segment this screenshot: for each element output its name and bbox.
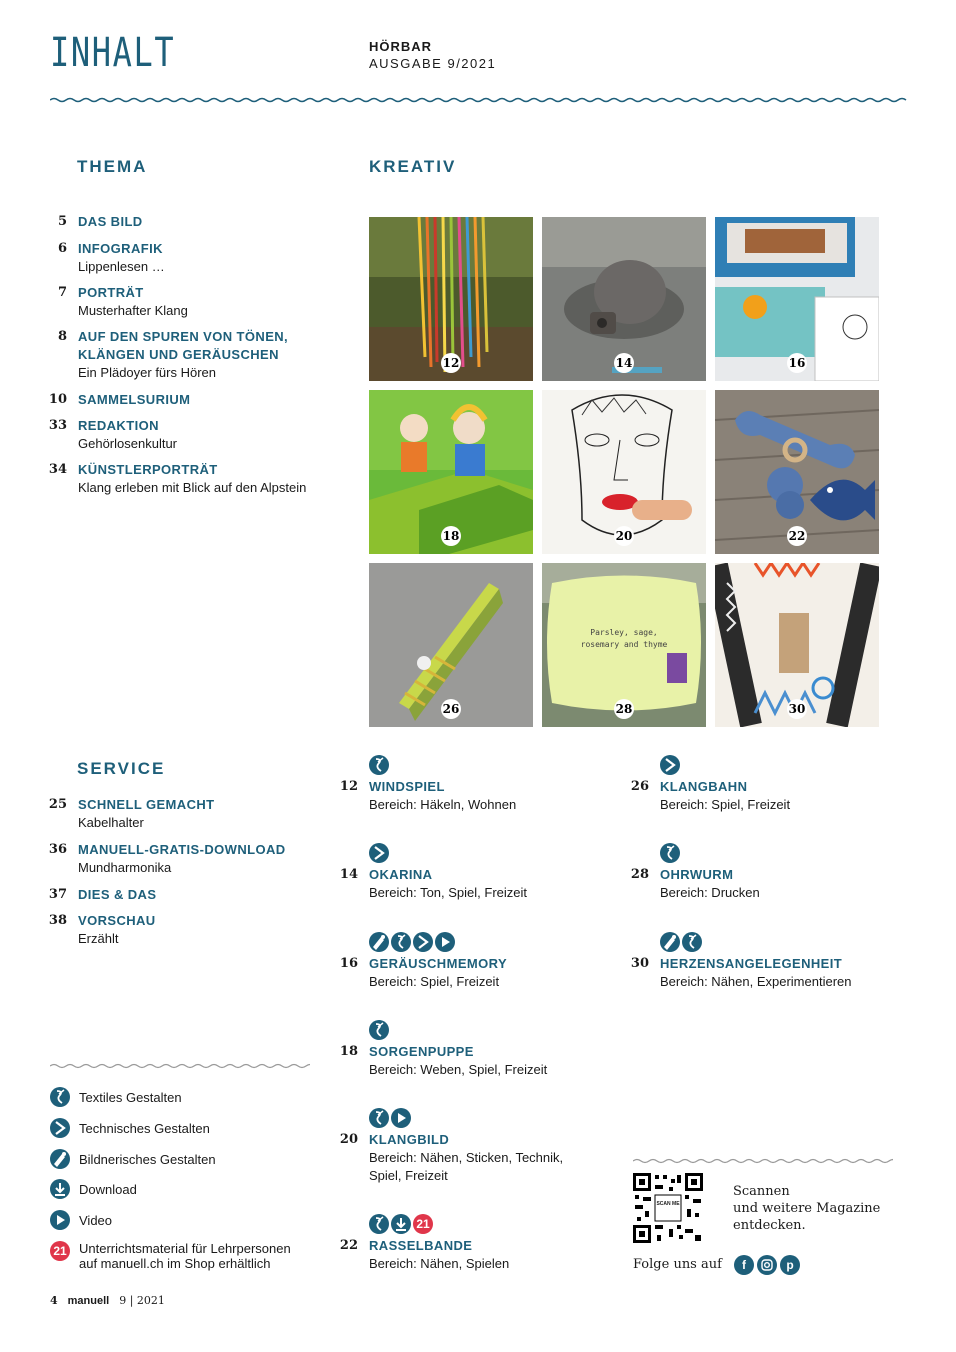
legend-item-textile xyxy=(50,1087,182,1107)
entry-page-number: 30 xyxy=(630,956,649,971)
textile-icon xyxy=(369,1020,389,1040)
toc-title: DAS BILD xyxy=(78,214,143,229)
toc-page-number: 36 xyxy=(48,842,67,857)
kreativ-entry-ohrwurm[interactable] xyxy=(630,866,760,902)
thumbnail-page-number: 28 xyxy=(614,699,634,719)
toc-item-sammelsurium[interactable] xyxy=(48,391,191,409)
entry-title: OHRWURM xyxy=(660,867,734,882)
toc-subtitle: Klang erleben mit Blick auf den Alpstein xyxy=(78,480,307,495)
toc-subtitle: Gehörlosenkultur xyxy=(78,436,177,451)
entry-area: Bereich: Spiel, Freizeit xyxy=(660,797,791,812)
thumbnail-page-number: 14 xyxy=(614,353,634,373)
toc-item-spuren[interactable] xyxy=(57,328,289,382)
thumbnail-page-number: 22 xyxy=(787,526,807,546)
sorgenpuppe-icons xyxy=(369,1020,389,1040)
toc-title: DIES & DAS xyxy=(78,887,157,902)
technical-icon xyxy=(413,932,433,952)
legend-label: Technisches Gestalten xyxy=(79,1120,210,1136)
ohrwurm-icons xyxy=(660,843,680,863)
qr-code-image xyxy=(633,1173,703,1243)
klangbahn-icons xyxy=(660,755,680,775)
technical-icon xyxy=(50,1118,70,1138)
legend-label: Download xyxy=(79,1181,137,1197)
thumbnail-geraeuschmemory[interactable] xyxy=(715,217,879,381)
toc-subtitle: Ein Plädoyer fürs Hören xyxy=(78,365,217,380)
toc-item-infografik[interactable] xyxy=(57,240,165,276)
thumbnail-klangbahn[interactable] xyxy=(369,563,533,727)
download-icon xyxy=(50,1179,70,1199)
toc-title: SAMMELSURIUM xyxy=(78,392,191,407)
entry-page-number: 12 xyxy=(339,779,358,794)
toc-title-line2: KLÄNGEN UND GERÄUSCHEN xyxy=(78,347,279,362)
technical-icon xyxy=(660,755,680,775)
toc-title: REDAKTION xyxy=(78,418,159,433)
service-item-dies-das[interactable] xyxy=(48,886,157,904)
entry-title: GERÄUSCHMEMORY xyxy=(369,956,508,971)
thumbnail-klangbild[interactable] xyxy=(542,390,706,554)
kreativ-entry-sorgenpuppe[interactable] xyxy=(339,1043,548,1079)
instagram-icon[interactable] xyxy=(757,1255,777,1275)
video-icon xyxy=(435,932,455,952)
toc-title: MANUELL-GRATIS-DOWNLOAD xyxy=(78,842,286,857)
issue-label: AUSGABE 9/2021 xyxy=(369,56,497,71)
toc-subtitle: Kabelhalter xyxy=(78,815,144,830)
textile-icon xyxy=(369,1108,389,1128)
legend-item-teaching-material xyxy=(50,1241,291,1273)
okarina-icons xyxy=(369,843,389,863)
visual-arts-icon xyxy=(50,1149,70,1169)
textile-icon xyxy=(369,1214,389,1234)
visual-arts-icon xyxy=(369,932,389,952)
thumbnail-page-number: 20 xyxy=(614,526,634,546)
toc-item-das-bild[interactable] xyxy=(57,213,143,231)
entry-title: WINDSPIEL xyxy=(369,779,445,794)
entry-page-number: 26 xyxy=(630,779,649,794)
technical-icon xyxy=(369,843,389,863)
entry-title: SORGENPUPPE xyxy=(369,1044,474,1059)
toc-title: PORTRÄT xyxy=(78,285,144,300)
thumbnail-herzensangelegenheit[interactable] xyxy=(715,563,879,727)
download-icon xyxy=(391,1214,411,1234)
toc-page-number: 6 xyxy=(57,241,67,256)
thumbnail-sorgenpuppe[interactable] xyxy=(369,390,533,554)
video-icon xyxy=(50,1210,70,1230)
textile-icon xyxy=(682,932,702,952)
textile-icon xyxy=(660,843,680,863)
pillow-text-line2: rosemary and thyme xyxy=(580,640,668,649)
entry-area: Bereich: Nähen, Spielen xyxy=(369,1256,510,1271)
entry-area-line2: Spiel, Freizeit xyxy=(369,1168,448,1183)
service-item-vorschau[interactable] xyxy=(48,912,156,948)
thumbnail-page-number: 12 xyxy=(441,353,461,373)
footer-page-number: 4 xyxy=(50,1294,58,1307)
scan-promo-text xyxy=(733,1183,880,1234)
entry-title: RASSELBANDE xyxy=(369,1238,473,1253)
follow-us-label: Folge uns auf xyxy=(633,1257,722,1272)
page-footer xyxy=(50,1294,165,1307)
toc-title: INFOGRAFIK xyxy=(78,241,163,256)
entry-area: Bereich: Häkeln, Wohnen xyxy=(369,797,517,812)
toc-page-number: 25 xyxy=(48,797,67,812)
promo-divider xyxy=(633,1157,893,1165)
toc-item-portraet[interactable] xyxy=(57,284,188,320)
service-item-schnell-gemacht[interactable] xyxy=(48,796,215,832)
thumbnail-page-number: 18 xyxy=(441,526,461,546)
entry-page-number: 28 xyxy=(630,867,649,882)
social-links xyxy=(734,1255,800,1275)
teaching-material-icon: 21 xyxy=(413,1214,433,1234)
header-divider xyxy=(50,96,908,104)
entry-title: KLANGBILD xyxy=(369,1132,450,1147)
footer-issue: 9 | 2021 xyxy=(119,1294,165,1307)
toc-page-number: 7 xyxy=(57,285,67,300)
video-icon xyxy=(391,1108,411,1128)
toc-page-number: 33 xyxy=(48,418,67,433)
legend-divider xyxy=(50,1062,310,1070)
qr-code[interactable] xyxy=(633,1173,703,1243)
facebook-icon[interactable]: f xyxy=(734,1255,754,1275)
toc-title: AUF DEN SPUREN VON TÖNEN, xyxy=(78,329,289,344)
klangbild-icons xyxy=(369,1108,411,1128)
textile-icon xyxy=(50,1087,70,1107)
entry-page-number: 22 xyxy=(339,1238,358,1253)
windspiel-icons xyxy=(369,755,389,775)
kreativ-entry-klangbild[interactable] xyxy=(339,1131,564,1185)
scan-line-1: Scannen xyxy=(733,1184,790,1199)
toc-page-number: 5 xyxy=(57,214,67,229)
kreativ-entry-klangbahn[interactable] xyxy=(630,778,791,814)
toc-subtitle: Erzählt xyxy=(78,931,119,946)
thumbnail-rasselbande[interactable] xyxy=(715,390,879,554)
scan-line-3: entdecken. xyxy=(733,1218,806,1233)
toc-title: SCHNELL GEMACHT xyxy=(78,797,215,812)
legend-item-technical xyxy=(50,1118,210,1138)
entry-area: Bereich: Nähen, Experimentieren xyxy=(660,974,852,989)
footer-brand: manuell xyxy=(67,1295,110,1307)
thema-heading: THEMA xyxy=(77,157,148,176)
toc-page-number: 8 xyxy=(57,329,67,344)
toc-page-number: 34 xyxy=(48,462,67,477)
kreativ-entry-windspiel[interactable] xyxy=(339,778,517,814)
toc-page-number: 10 xyxy=(48,392,67,407)
toc-page-number: 37 xyxy=(48,887,67,902)
entry-area: Bereich: Drucken xyxy=(660,885,760,900)
kreativ-entry-okarina[interactable] xyxy=(339,866,527,902)
entry-page-number: 18 xyxy=(339,1044,358,1059)
scan-line-2: und weitere Magazine xyxy=(733,1201,881,1216)
toc-subtitle: Lippenlesen … xyxy=(78,259,165,274)
entry-title: HERZENSANGELEGENHEIT xyxy=(660,956,843,971)
kreativ-entry-geraeuschmemory[interactable] xyxy=(339,955,508,991)
legend-item-visual-arts xyxy=(50,1149,216,1169)
rasselbande-icons xyxy=(369,1214,433,1234)
pillow-text: Parsley, sage, xyxy=(590,628,658,637)
legend-item-video xyxy=(50,1210,112,1230)
entry-area: Bereich: Ton, Spiel, Freizeit xyxy=(369,885,527,900)
kreativ-heading: KREATIV xyxy=(369,157,457,176)
geraeuschmemory-icons xyxy=(369,932,455,952)
service-item-gratis-download[interactable] xyxy=(48,841,286,877)
toc-subtitle: Musterhafter Klang xyxy=(78,303,188,318)
textile-icon xyxy=(369,755,389,775)
thumbnail-page-number: 16 xyxy=(787,353,807,373)
herzensangelegenheit-icons xyxy=(660,932,702,952)
service-heading: SERVICE xyxy=(77,759,166,778)
legend-item-download xyxy=(50,1179,137,1199)
thumbnail-windspiel[interactable] xyxy=(369,217,533,381)
legend-label-line2: auf manuell.ch im Shop erhältlich xyxy=(79,1256,271,1271)
legend-label: Bildnerisches Gestalten xyxy=(79,1151,216,1167)
entry-page-number: 20 xyxy=(339,1132,358,1147)
toc-subtitle: Mundharmonika xyxy=(78,860,172,875)
entry-title: OKARINA xyxy=(369,867,433,882)
toc-title: KÜNSTLERPORTRÄT xyxy=(78,462,218,477)
legend-label: Textiles Gestalten xyxy=(79,1089,182,1105)
toc-item-kuenstlerportraet[interactable] xyxy=(48,461,307,497)
magazine-title: HÖRBAR xyxy=(369,39,433,54)
visual-arts-icon xyxy=(660,932,680,952)
legend-label: Video xyxy=(79,1212,113,1228)
pinterest-icon[interactable]: p xyxy=(780,1255,800,1275)
entry-page-number: 16 xyxy=(339,956,358,971)
kreativ-entry-rasselbande[interactable] xyxy=(339,1237,510,1273)
toc-page-number: 38 xyxy=(48,913,67,928)
entry-area: Bereich: Nähen, Sticken, Technik, xyxy=(369,1150,564,1165)
entry-area: Bereich: Spiel, Freizeit xyxy=(369,974,500,989)
thumbnail-page-number: 30 xyxy=(787,699,807,719)
legend-label-line1: Unterrichtsmaterial für Lehrpersonen xyxy=(79,1241,291,1256)
entry-title: KLANGBAHN xyxy=(660,779,748,794)
legend-label xyxy=(79,1241,291,1271)
entry-area: Bereich: Weben, Spiel, Freizeit xyxy=(369,1062,548,1077)
teaching-material-icon: 21 xyxy=(50,1241,70,1261)
thumbnail-okarina[interactable] xyxy=(542,217,706,381)
kreativ-entry-herzensangelegenheit[interactable] xyxy=(630,955,852,991)
qr-label: SCAN ME xyxy=(656,1201,680,1207)
toc-item-redaktion[interactable] xyxy=(48,417,177,453)
thumbnail-ohrwurm[interactable] xyxy=(542,563,706,727)
thumbnail-page-number: 26 xyxy=(441,699,461,719)
toc-title: VORSCHAU xyxy=(78,913,156,928)
entry-page-number: 14 xyxy=(339,867,358,882)
page-title: INHALT xyxy=(50,30,176,76)
textile-icon xyxy=(391,932,411,952)
